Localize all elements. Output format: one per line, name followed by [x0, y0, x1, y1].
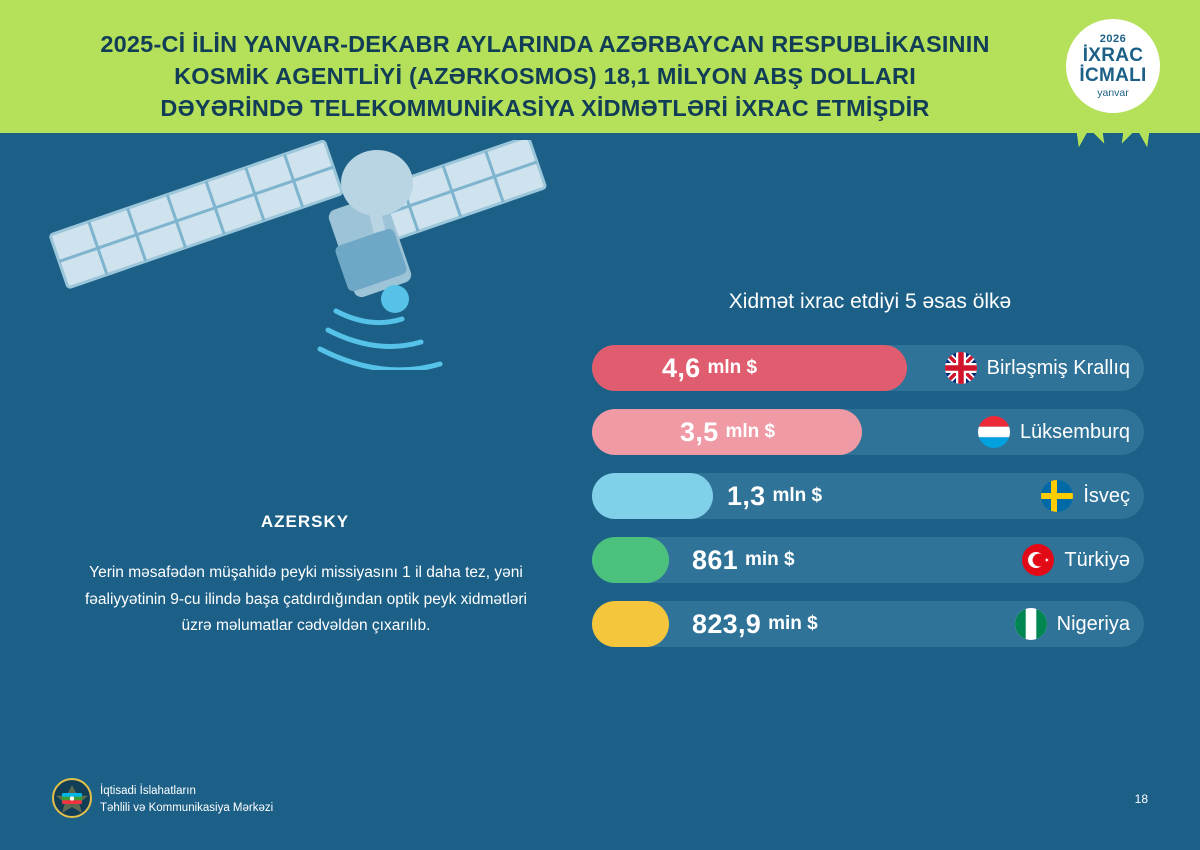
bar-value-number: 3,5 [680, 416, 719, 447]
bar-value [680, 409, 775, 455]
header-line-1: 2025-Cİ İLİN YANVAR-DEKABR AYLARINDA AZƏRBAYCAN RESPUBLİKASININ [100, 31, 990, 57]
flag-turkey-icon [1022, 544, 1054, 576]
table-row [592, 537, 1144, 583]
bar-value [662, 345, 757, 391]
badge-month: yanvar [1097, 86, 1129, 99]
badge-line-1: İXRAC [1082, 45, 1144, 67]
organization-name [100, 783, 273, 816]
bar-value-unit: min $ [744, 549, 795, 570]
header-banner [0, 0, 1200, 133]
bar-value-unit: mln $ [707, 357, 758, 378]
country-bar-chart [592, 345, 1144, 665]
organization-line-2: Təhlili və Kommunikasiya Mərkəzi [100, 801, 274, 814]
bar-value [692, 537, 795, 583]
flag-uk-icon [945, 352, 977, 384]
country-name: Nigeriya [1056, 612, 1130, 635]
flag-sweden-icon [1041, 480, 1073, 512]
badge-year: 2026 [1099, 33, 1127, 46]
table-row [592, 345, 1144, 391]
export-review-badge [1048, 8, 1178, 158]
bar-fill [592, 601, 669, 647]
bar-value-unit: mln $ [772, 485, 823, 506]
header-line-2: KOSMİK AGENTLİYİ (AZƏRKOSMOS) 18,1 MİLYON ABŞ DOLLARI [174, 63, 916, 90]
country-label-group [1041, 473, 1130, 519]
bar-value-number: 861 [692, 544, 738, 575]
flag-luxembourg-icon [978, 416, 1010, 448]
badge-line-2: İCMALI [1079, 64, 1147, 86]
organization-line-1: İqtisadi İslahatların [100, 785, 196, 797]
country-name: Birləşmiş Krallıq [986, 356, 1130, 379]
country-label-group [1022, 537, 1130, 583]
azersky-title: AZERSKY [260, 512, 350, 531]
azersky-description: Yerin məsafədən müşahidə peyki missiyasını 1 il daha tez, yəni fəaliyyətinin 9-cu ilində başa çatdırdığından optik peyk xidmətləri üzrə məlumatlar cədvəldən çıxarılıb. [85, 564, 527, 635]
page-number: 18 [1134, 792, 1148, 806]
bar-value-number: 4,6 [662, 352, 701, 383]
bar-fill [592, 537, 669, 583]
emblem-icon [52, 778, 92, 818]
flag-nigeria-icon [1015, 608, 1047, 640]
country-label-group [1015, 601, 1130, 647]
table-row [592, 601, 1144, 647]
bar-value [727, 473, 822, 519]
country-name: Türkiyə [1064, 548, 1130, 571]
page-title [40, 28, 1050, 125]
bar-value-unit: min $ [768, 613, 818, 634]
chart-title: Xidmət ixrac etdiyi 5 əsas ölkə [728, 290, 1012, 313]
bar-value-number: 823,9 [692, 608, 762, 639]
country-name: İsveç [1083, 484, 1130, 507]
bar-value [692, 601, 818, 647]
bar-value-number: 1,3 [727, 480, 766, 511]
badge-circle [1061, 14, 1165, 118]
country-name: Lüksemburq [1019, 420, 1130, 443]
bar-fill [592, 473, 713, 519]
bar-value-unit: mln $ [725, 421, 776, 442]
satellite-icon [40, 140, 560, 370]
country-label-group [945, 345, 1130, 391]
country-label-group [978, 409, 1130, 455]
table-row [592, 473, 1144, 519]
header-line-3: DƏYƏRİNDƏ TELEKOMMUNİKASİYA XİDMƏTLƏRİ İXRAC ETMİŞDİR [160, 95, 930, 122]
table-row [592, 409, 1144, 455]
